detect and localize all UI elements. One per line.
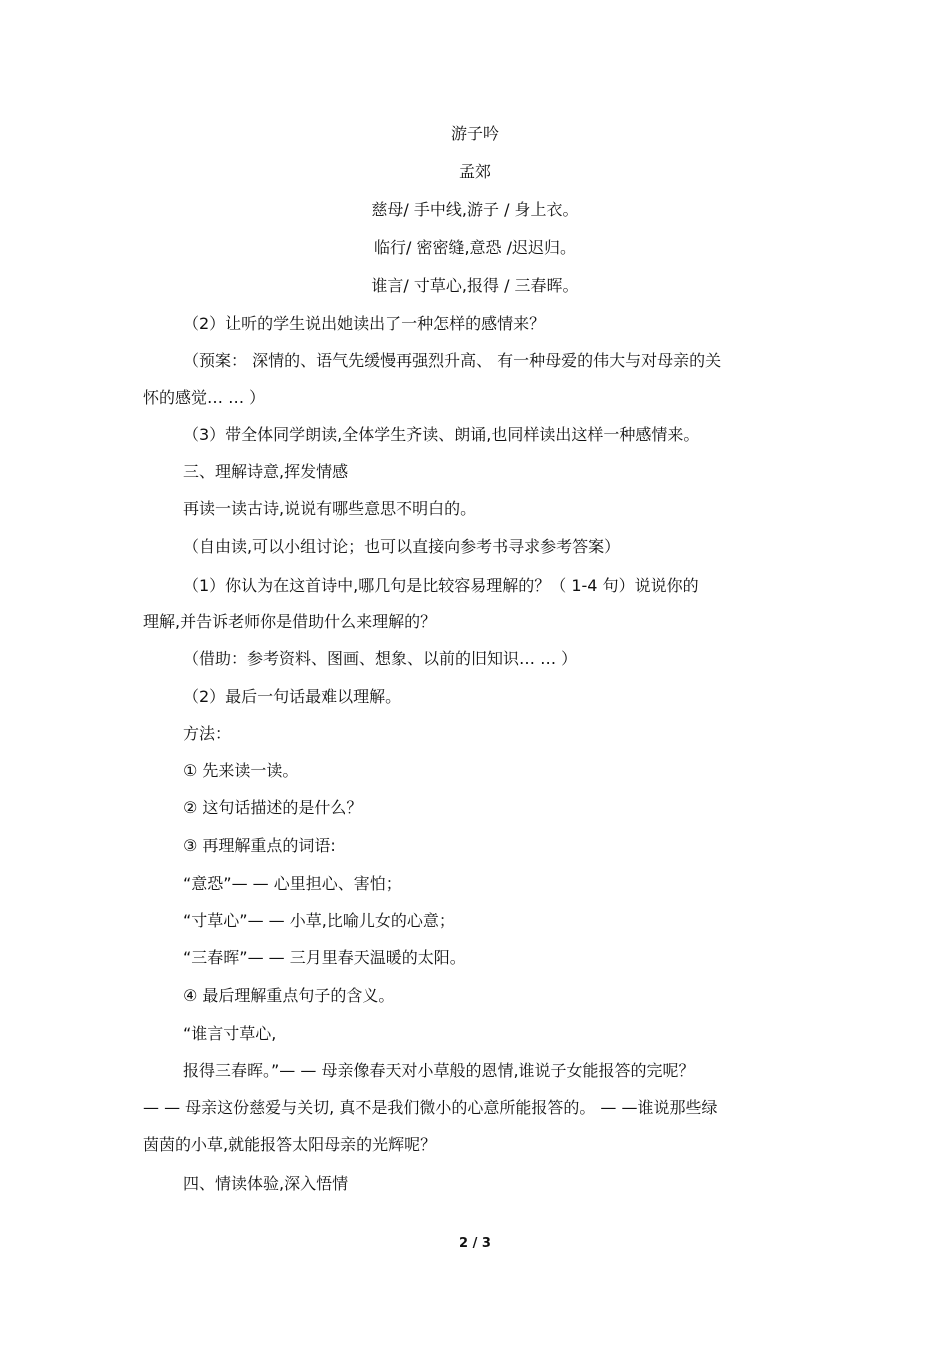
poem-line: 谁言/ 寸草心,报得 / 三春晖。 — [371, 276, 579, 295]
paragraph: 方法： — [183, 724, 232, 743]
poem-author: 孟郊 — [458, 162, 491, 181]
paragraph: （自由读,可以小组讨论；也可以直接向参考书寻求参考答案） — [183, 537, 621, 556]
section-heading: 三、理解诗意,挥发情感 — [183, 462, 349, 481]
poem-title: 游子吟 — [450, 124, 499, 143]
word-explanation: “寸草心”— — 小草,比喻儿女的心意； — [183, 911, 455, 930]
poem-line: 慈母/ 手中线,游子 / 身上衣。 — [371, 200, 579, 219]
paragraph: 再读一读古诗,说说有哪些意思不明白的。 — [183, 499, 477, 518]
list-item: ④ 最后理解重点句子的含义。 — [183, 986, 395, 1005]
list-item: ② 这句话描述的是什么？ — [183, 798, 363, 817]
page-number: 2 / 3 — [459, 1236, 491, 1251]
section-heading: 四、情读体验,深入悟情 — [183, 1174, 349, 1193]
list-item: ① 先来读一读。 — [183, 761, 299, 780]
quote-line: “谁言寸草心, — [183, 1024, 277, 1043]
paragraph: 怀的感觉… … ） — [143, 388, 266, 407]
paragraph: （预案： 深情的、语气先缓慢再强烈升高、 有一种母爱的伟大与对母亲的关 — [183, 351, 722, 370]
poem-line: 临行/ 密密缝,意恐 /迟迟归。 — [373, 238, 577, 257]
paragraph: — — 母亲这份慈爱与关切, 真不是我们微小的心意所能报答的。 — —谁说那些绿 — [143, 1098, 718, 1117]
paragraph: （2）最后一句话最难以理解。 — [183, 687, 402, 706]
paragraph: 茵茵的小草,就能报答太阳母亲的光辉呢？ — [143, 1135, 437, 1154]
word-explanation: “三春晖”— — 三月里春天温暖的太阳。 — [183, 948, 466, 967]
paragraph: （借助：参考资料、图画、想象、以前的旧知识… … ） — [183, 649, 578, 668]
list-item: ③ 再理解重点的词语: — [183, 836, 336, 855]
paragraph: 理解,并告诉老师你是借助什么来理解的？ — [143, 612, 437, 631]
paragraph: （3）带全体同学朗读,全体学生齐读、朗诵,也同样读出这样一种感情来。 — [183, 425, 700, 444]
word-explanation: “意恐”— — 心里担心、害怕； — [183, 874, 402, 893]
quote-line: 报得三春晖。”— — 母亲像春天对小草般的恩情,谁说子女能报答的完呢？ — [183, 1061, 695, 1080]
paragraph: （1）你认为在这首诗中,哪几句是比较容易理解的？（ 1-4 句）说说你的 — [183, 576, 699, 595]
paragraph: （2）让听的学生说出她读出了一种怎样的感情来？ — [183, 314, 546, 333]
